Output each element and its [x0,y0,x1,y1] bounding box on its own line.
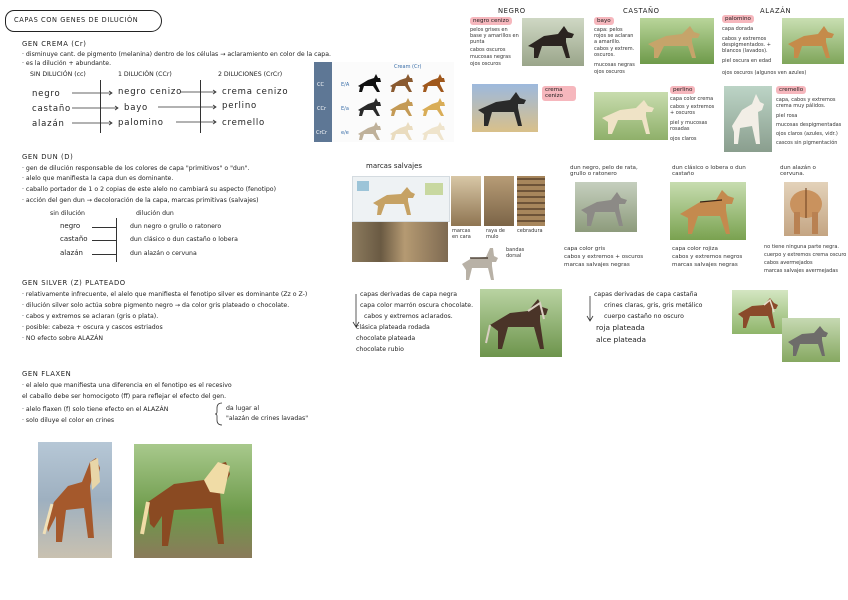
page-title: CAPAS CON GENES DE DILUCIÓN [14,16,139,24]
crema-row-base: negro [32,89,61,99]
dun-row-base: castaño [60,235,88,243]
dun-type-desc: marcas salvajes negras [672,262,738,268]
silver-castana-item: crines claras, gris, gris metálico [604,302,703,309]
horse-icon [594,92,668,140]
flaxen-brace-text: "alazán de crines lavadas" [226,415,309,422]
marks-face-photo [451,176,481,226]
cream-chart-row: CrCr [316,130,328,136]
cream-chart [314,62,454,142]
horse-icon [575,182,637,232]
silver-heading: GEN SILVER (Z) PLATEADO [22,279,126,287]
bayo-desc: cabos y extrem. oscuros. [594,46,635,58]
marks-label: cebradura [517,228,543,234]
cremello-label: cremello [776,86,806,94]
perlino-desc: capa color crema [670,96,714,102]
dun-type-title: dun alazán o cervuna. [780,165,816,177]
marks-zebra-photo [517,176,545,226]
flaxen-heading: GEN FLAXEN [22,370,72,378]
bayo-label: bayo [594,17,614,25]
crema-line-2: · es la dilución + abundante. [22,60,112,67]
dun-type-desc: cabos avermejados [764,260,813,266]
flaxen-line: · alelo flaxen (f) solo tiene efecto en el ALAZÁN [22,406,169,413]
silver-castana-photo [782,318,840,362]
bayo-desc: ojos oscuros [594,69,625,75]
crema-col-2: 1 DILUCIÓN (CCr) [118,71,172,78]
crema-row-single: bayo [124,103,149,113]
crema-row-base: alazán [32,119,65,129]
silver-negra-item: clásica plateada rodada [356,324,430,331]
negro-cenizo-desc: pelos grises en base y amarillos en punta [470,27,519,45]
column-negro: NEGRO [498,7,526,15]
crema-row-single: palomino [118,118,164,128]
dun-divider [92,254,116,255]
dun-line: · caballo portador de 1 o 2 copias de este alelo no cambiará su aspecto (fenotipo) [22,186,276,193]
horse-icon [724,86,772,152]
cremello-desc: ojos claros (azules, vidr.) [776,131,838,137]
dun-type-desc: cabos y extremos negros [672,254,743,260]
bayo-desc: mucosas negras [594,62,635,68]
horse-icon [522,18,584,66]
silver-line: · posible: cabeza + oscura y cascos estriados [22,324,163,331]
dun-line: · acción del gen dun → decoloración de la capa, marcas primitivas (salvajes) [22,197,259,204]
dun-row-base: negro [60,222,81,230]
horse-icon [732,290,788,334]
marks-mule-stripe-photo [484,176,514,226]
silver-line: · cabos y extremos se aclaran (gris o plata). [22,313,159,320]
crema-line-1: · disminuye cant. de pigmento (melanina) dentro de los células → aclaramiento en color de la capa. [22,51,331,58]
cream-chart-horses [354,68,454,142]
dun-negro-photo [575,182,637,232]
cremello-desc: piel rosa [776,113,798,119]
dun-type-desc: marcas salvajes avermejadas [764,268,838,274]
dun-divider [116,218,117,262]
flaxen-line: · el alelo que manifiesta una diferencia en el fenotipo es el recesivo [22,382,232,389]
bayo-desc: capa: pelos rojos se aclaran a amarillo. [594,27,634,45]
cream-chart-title: Cream (Cr) [394,64,422,70]
crema-cenizo-label: crema cenizo [542,86,576,101]
silver-negra-item: chocolate plateada [356,335,416,342]
horse-icon [480,289,562,357]
silver-castana-item: alce plateada [596,335,647,344]
cremello-desc: cascos sin pigmentación [776,140,838,146]
dun-castano-photo [670,182,746,240]
dun-line: · alelo que manifiesta la capa dun es dominante. [22,175,174,182]
dun-row-base: alazán [60,249,83,257]
horse-icon [670,182,746,240]
perlino-desc: ojos claros [670,136,697,142]
dun-type-desc: capa color rojiza [672,246,718,252]
dun-type-title: dun clásico o lobera o dun castaño [672,165,746,177]
flaxen-photo [134,444,252,558]
dun-type-desc: cabos y extremos + oscuros [564,254,644,260]
cream-chart-col: E/a [341,106,349,112]
marks-diagram [352,176,450,222]
dun-row-dun: dun alazán o cervuna [130,250,197,257]
horse-icon [782,318,840,362]
flaxen-brace [214,402,224,426]
silver-negra-item: capa color marrón oscura chocolate. [360,302,474,309]
silver-line: · NO efecto sobre ALAZÁN [22,335,104,342]
perlino-desc: piel y mucosas rosadas [670,120,708,132]
dun-heading: GEN DUN (D) [22,153,74,161]
silver-negra-item: chocolate rubio [356,346,404,353]
palomino-desc: ojos oscuros (algunos ven azules) [722,70,807,76]
silver-line: · dilución silver solo actúa sobre pigmento negro → da color gris plateado o chocolate. [22,302,290,309]
dun-line: · gen de dilución responsable de los colores de capa "primitivos" o "dun". [22,165,250,172]
cream-chart-row: CCr [317,106,327,112]
marks-title: marcas salvajes [366,162,423,170]
silver-castana-title: capas derivadas de capa castaña [594,291,698,298]
cream-chart-col: e/e [341,130,349,136]
crema-row-double: perlino [222,101,258,111]
dun-col-1: sin dilución [50,210,85,217]
horse-icon [782,18,844,64]
palomino-desc: capa dorada [722,26,754,32]
horse-icon [353,177,449,221]
dun-row-dun: dun negro o grullo o ratonero [130,223,222,230]
donkey-photo [456,244,502,284]
crema-heading: GEN CREMA (Cr) [22,40,87,48]
silver-castana-item: cuerpo castaño no oscuro [604,313,684,320]
negro-cenizo-desc: ojos oscuros [470,61,501,67]
palomino-desc: cabos y extremos despigmentados. + blancos (lavados). [722,36,771,54]
cream-chart-row: CC [317,82,324,88]
flaxen-photo [38,442,112,558]
palomino-desc: piel oscura en edad [722,58,772,64]
negro-cenizo-photo [522,18,584,66]
dun-divider [92,240,116,241]
dun-divider [92,227,116,228]
dun-type-desc: cuerpo y extremos crema oscuro [764,252,847,258]
horse-icon [784,182,828,236]
dun-col-2: dilución dun [136,210,174,217]
negro-cenizo-label: negro cenizo [470,17,512,25]
dun-type-desc: no tiene ninguna parte negra. [764,244,840,250]
horse-icon [134,444,252,558]
perlino-desc: cabos y extremos + oscuros [670,104,715,116]
cremello-desc: mucosas despigmentadas [776,122,842,128]
donkey-icon [456,244,502,284]
palomino-label: palomino [722,15,754,23]
silver-castana-item: roja plateada [596,323,645,332]
marks-label: raya de mulo [486,228,505,240]
flaxen-line: el caballo debe ser homocigoto (ff) para reflejar el efecto del gen. [22,393,227,400]
crema-arrows [0,0,300,140]
column-alazan: ALAZÁN [760,7,792,15]
silver-line: · relativamente infrecuente, el alelo que manifiesta el fenotipo silver es dominante (Zz o Z-) [22,291,308,298]
flaxen-line: · solo diluye el color en crines [22,417,115,424]
crema-col-1: SIN DILUCIÓN (cc) [30,71,86,78]
silver-negra-title: capas derivadas de capa negra [360,291,458,298]
horse-icon [472,84,538,132]
negro-cenizo-desc: mucosas negras [470,54,511,60]
crema-row-double: cremello [222,118,266,128]
dun-row-dun: dun clásico o dun castaño o lobera [130,236,238,243]
perlino-photo [594,92,668,140]
column-castano: CASTAÑO [623,7,660,15]
cremello-desc: capa, cabos y extremos crema muy pálidos. [776,97,836,109]
silver-castana-bracket [584,296,596,324]
silver-negra-item: cabos y extremos aclarados. [364,313,453,320]
crema-row-double: crema cenizo [222,87,289,97]
flaxen-brace-text: da lugar al [226,405,260,412]
dun-type-desc: capa color gris [564,246,606,252]
dun-type-title: dun negro, pelo de rata, grullo o ratonero [570,165,638,177]
marks-photo [352,222,448,262]
horse-icon [38,442,112,558]
marks-label: marcas en cara [452,228,471,240]
dun-alazan-photo [784,182,828,236]
crema-row-single: negro cenizo [118,87,183,97]
perlino-label: perlino [670,86,695,94]
bayo-photo [640,18,714,64]
palomino-photo [782,18,844,64]
cremello-photo [724,86,772,152]
crema-cenizo-photo [472,84,538,132]
crema-row-base: castaño [32,104,72,114]
cream-chart-col: E/A [341,82,350,88]
horse-icon [640,18,714,64]
dun-type-desc: marcas salvajes negras [564,262,630,268]
negro-cenizo-desc: cabos oscuros [470,47,506,53]
silver-negra-photo [480,289,562,357]
crema-col-3: 2 DILUCIONES (CrCr) [218,71,283,78]
marks-label: bandas dorsal [506,247,525,259]
silver-castana-photo [732,290,788,334]
